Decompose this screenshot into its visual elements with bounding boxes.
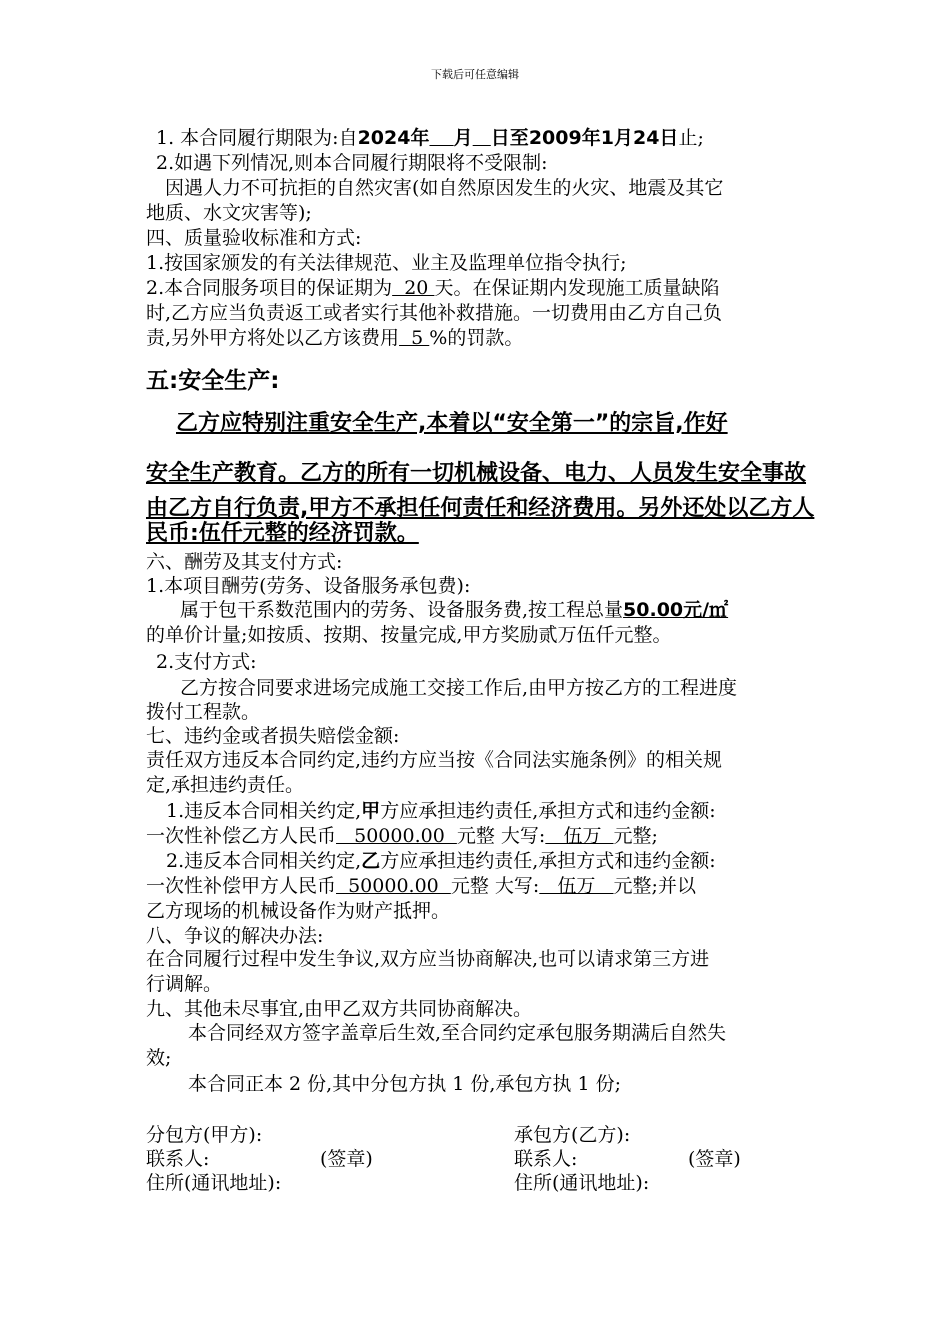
force-majeure-text-cont: 地质、水文灾害等); [146,202,312,224]
section5-para-line3: 由乙方自行负责,甲方不承担任何责任和经济费用。另外还处以乙方人 [146,496,815,521]
compensation-words-b: 伍万 [539,875,614,897]
section7-para-line1: 责任双方违反本合同约定,违约方应当按《合同法实施条例》的相关规 [146,749,723,771]
section9-copies: 本合同正本 2 份,其中分包方执 1 份,承包方执 1 份; [188,1073,621,1095]
compensation-amount-a: 50000.00 [336,825,457,847]
section6-item2: 2.支付方式: [156,651,257,673]
section8-para-line2: 行调解。 [146,973,223,995]
section5-para-line1: 乙方应特别注重安全生产,本着以“安全第一”的宗旨,作好 [176,411,728,436]
section7-para-line2: 定,承担违约责任。 [146,774,305,796]
section6-item2-text-cont: 拨付工程款。 [146,701,261,723]
right-seal-label: (签章) [688,1148,741,1170]
section4-item2: 2.本合同服务项目的保证期为 20 天。在保证期内发现施工质量缺陷 [146,277,720,299]
section6-item1: 1.本项目酬劳(劳务、设备服务承包费): [146,575,471,597]
section4-item1: 1.按国家颁发的有关法律规范、业主及监理单位指令执行; [146,252,627,274]
section5-title: 五:安全生产: [146,368,280,394]
section9-title: 九、其他未尽事宜,由甲乙双方共同协商解决。 [146,998,533,1020]
section6-item2-text: 乙方按合同要求进场完成施工交接工作后,由甲方按乙方的工程进度 [180,677,738,699]
right-address-label: 住所(通讯地址): [514,1172,650,1194]
left-seal-label: (签章) [320,1148,373,1170]
term-clause-1: 1. 本合同履行期限为:自2024年 月 日至2009年1月24日止; [156,127,704,149]
section7-title: 七、违约金或者损失赔偿金额: [146,725,400,747]
left-contact-label: 联系人: [146,1148,210,1170]
section9-para-line1: 本合同经双方签字盖章后生效,至合同约定承包服务期满后自然失 [188,1022,727,1044]
section7-clause-a-amount: 一次性补偿乙方人民币 50000.00 元整 大写: 伍万 元整; [146,825,658,847]
compensation-amount-b: 50000.00 [336,875,451,897]
force-majeure-text: 因遇人力不可抗拒的自然灾害(如自然原因发生的火灾、地震及其它 [165,177,724,199]
section5-para-line2: 安全生产教育。乙方的所有一切机械设备、电力、人员发生安全事故 [146,461,807,486]
section8-title: 八、争议的解决办法: [146,925,324,947]
compensation-words-a: 伍万 [545,825,614,847]
section6-item1-text: 属于包干系数范围内的劳务、设备服务费,按工程总量50.00元/㎡ [180,599,729,621]
section6-item1-text-cont: 的单价计量;如按质、按期、按量完成,甲方奖励贰万伍仟元整。 [146,624,672,646]
right-party-label: 承包方(乙方): [514,1124,631,1146]
download-note: 下载后可任意编辑 [431,68,519,81]
section7-clause-b-amount: 一次性补偿甲方人民币 50000.00 元整 大写: 伍万 元整;并以 [146,875,696,897]
section8-para-line1: 在合同履行过程中发生争议,双方应当协商解决,也可以请求第三方进 [146,948,710,970]
unit-price: 50.00元/㎡ [623,599,729,621]
section9-para-line2: 效; [146,1047,172,1069]
term-clause-2: 2.如遇下列情况,则本合同履行期限将不受限制: [156,152,548,174]
section4-item2-cont: 时,乙方应当负责返工或者实行其他补救措施。一切费用由乙方自己负 [146,302,723,324]
section5-para-line4: 民币:伍仟元整的经济罚款。 [146,521,419,546]
left-address-label: 住所(通讯地址): [146,1172,282,1194]
left-party-label: 分包方(甲方): [146,1124,263,1146]
section7-clause-b-cont: 乙方现场的机械设备作为财产抵押。 [146,900,451,922]
section4-title: 四、质量验收标准和方式: [146,227,362,249]
section6-title: 六、酬劳及其支付方式: [146,551,343,573]
section7-clause-a: 1.违反本合同相关约定,甲方应承担违约责任,承担方式和违约金额: [166,800,716,822]
section4-item2-penalty: 责,另外甲方将处以乙方该费用 5 %的罚款。 [146,327,524,349]
section7-clause-b: 2.违反本合同相关约定,乙方应承担违约责任,承担方式和违约金额: [166,850,716,872]
right-contact-label: 联系人: [514,1148,578,1170]
